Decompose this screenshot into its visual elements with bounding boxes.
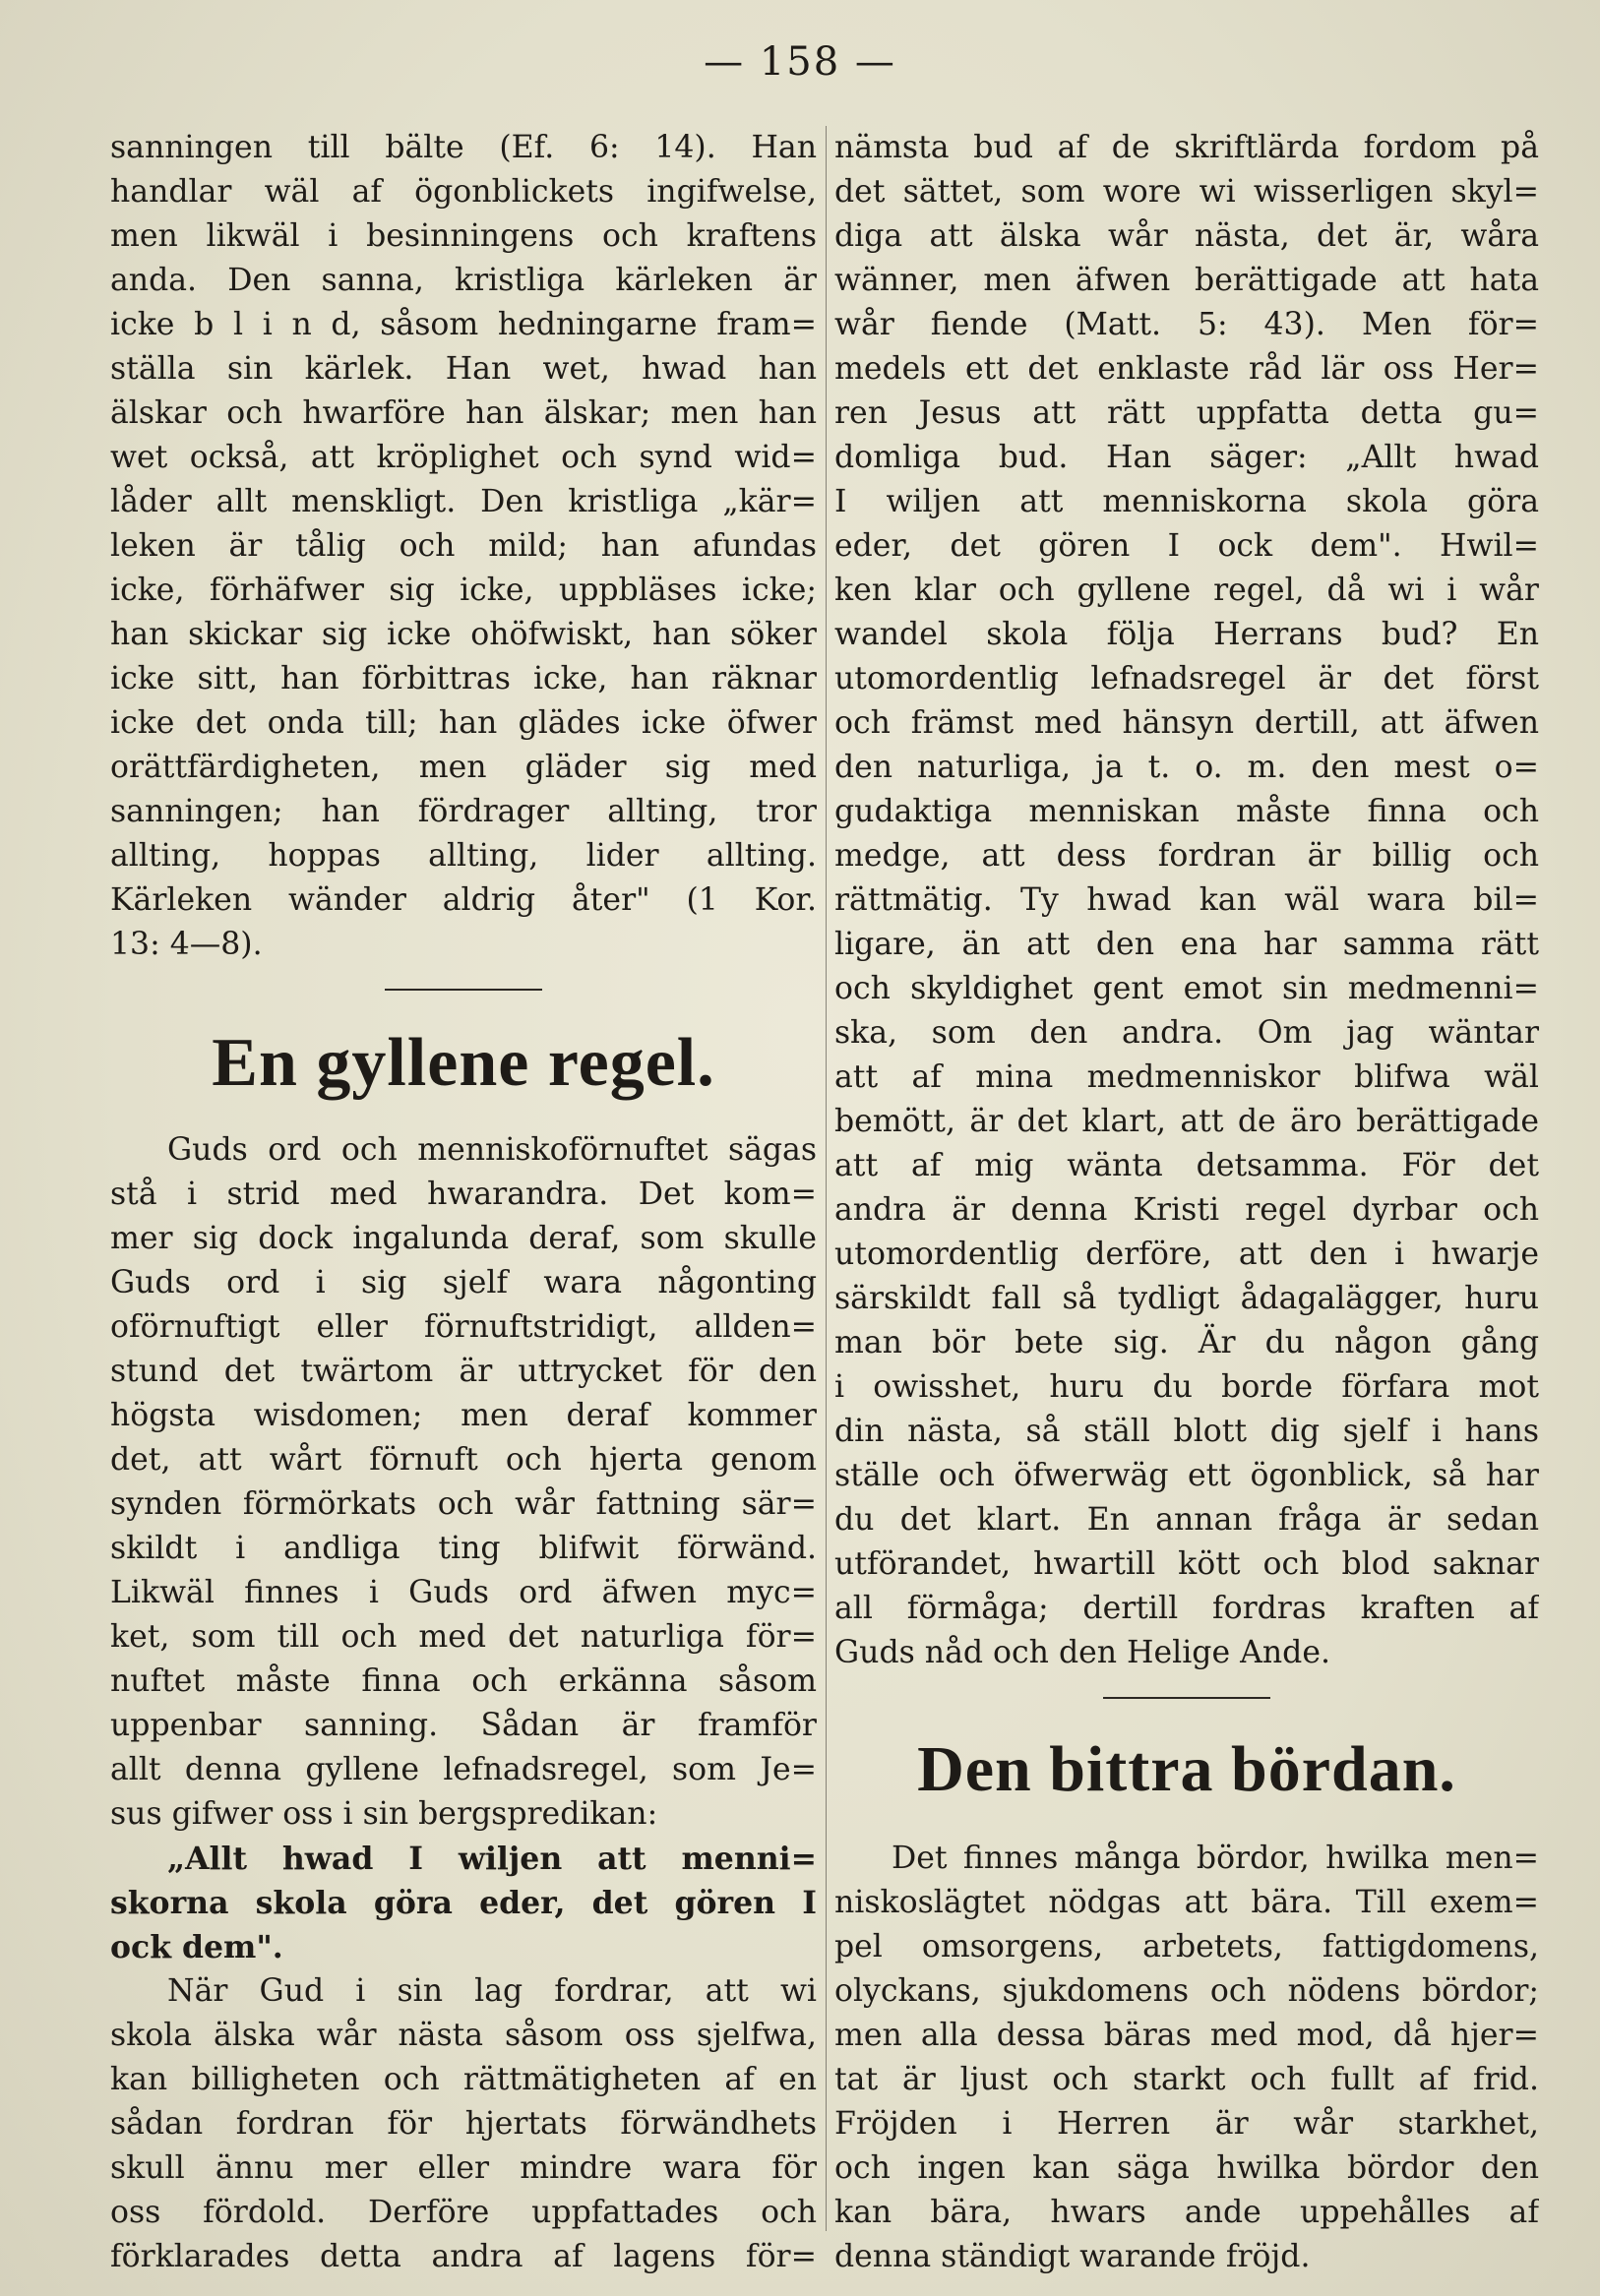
left-paragraph-1 xyxy=(110,126,817,967)
text-line: andra är denna Kristi regel dyrbar och xyxy=(834,1192,1539,1228)
text-line: särskildt fall så tydligt ådagalägger, huru xyxy=(834,1281,1539,1316)
text-line: skola älska wår nästa såsom oss sjelfwa, xyxy=(110,2018,817,2053)
text-line: medge, att dess fordran är billig och xyxy=(834,838,1539,874)
text-line: icke det onda till; han glädes icke öfwer xyxy=(110,705,817,741)
text-line: utförandet, hwartill kött och blod saknar xyxy=(834,1546,1539,1582)
right-paragraph-1 xyxy=(834,126,1539,1675)
text-line: anda. Den sanna, kristliga kärleken är xyxy=(110,263,817,298)
text-line: diga att älska wår nästa, det är, wåra xyxy=(834,218,1539,254)
text-line: Likwäl finnes i Guds ord äfwen myc= xyxy=(110,1575,817,1610)
text-line: det, att wårt förnuft och hjerta genom xyxy=(110,1442,817,1478)
section-separator xyxy=(1103,1697,1270,1699)
text-line: men alla dessa bäras med mod, då hjer= xyxy=(834,2018,1539,2053)
text-line: Fröjden i Herren är wår starkhet, xyxy=(834,2106,1539,2142)
left-column xyxy=(110,126,817,2279)
text-line: ska, som den andra. Om jag wäntar xyxy=(834,1015,1539,1051)
text-line: sanningen till bälte (Ef. 6: 14). Han xyxy=(110,130,817,165)
text-line: ställa sin kärlek. Han wet, hwad han xyxy=(110,351,817,387)
text-line: förklarades detta andra af lagens för= xyxy=(110,2239,817,2274)
text-line: ställe och öfwerwäg ett ögonblick, så har xyxy=(834,1458,1539,1493)
text-line: du det klart. En annan fråga är sedan xyxy=(834,1502,1539,1538)
heading-en-gyllene-regel: En gyllene regel. xyxy=(212,1025,715,1101)
text-line: älskar och hwarföre han älskar; men han xyxy=(110,395,817,431)
text-line: wår fiende (Matt. 5: 43). Men för= xyxy=(834,307,1539,342)
text-line: din nästa, så ställ blott dig sjelf i hans xyxy=(834,1414,1539,1449)
section-separator xyxy=(385,989,542,991)
text-line: stå i strid med hwarandra. Det kom= xyxy=(110,1177,817,1212)
text-line: kan bära, hwars ande uppehålles af xyxy=(834,2195,1539,2230)
text-line: det sättet, som wore wi wisserligen skyl= xyxy=(834,174,1539,210)
text-line: den naturliga, ja t. o. m. den mest o= xyxy=(834,750,1539,785)
text-line: tat är ljust och starkt och fullt af frid. xyxy=(834,2062,1539,2097)
text-line: eder, det gören I ock dem". Hwil= xyxy=(834,528,1539,564)
text-line: När Gud i sin lag fordrar, att wi xyxy=(167,1973,817,2009)
text-line: gudaktiga menniskan måste finna och xyxy=(834,794,1539,829)
text-line: wet också, att kröplighet och synd wid= xyxy=(110,440,817,475)
text-line: Det finnes många bördor, hwilka men= xyxy=(892,1841,1539,1876)
text-line: leken är tålig och mild; han afundas xyxy=(110,528,817,564)
text-line: högsta wisdomen; men deraf kommer xyxy=(110,1398,817,1433)
text-line: och skyldighet gent emot sin medmenni= xyxy=(834,971,1539,1006)
text-line: niskoslägtet nödgas att bära. Till exem= xyxy=(834,1885,1539,1920)
text-line: skorna skola göra eder, det gören I xyxy=(110,1885,817,1921)
text-line: man bör bete sig. Är du någon gång xyxy=(834,1325,1539,1360)
column-divider xyxy=(826,126,827,2231)
text-line: ligare, än att den ena har samma rätt xyxy=(834,927,1539,962)
text-line: pel omsorgens, arbetets, fattigdomens, xyxy=(834,1929,1539,1964)
text-line: olyckans, sjukdomens och nödens bördor; xyxy=(834,1973,1539,2009)
scripture-quote xyxy=(110,1837,817,1969)
text-line: sådan fordran för hjertats förwändhets xyxy=(110,2106,817,2142)
text-line: kan billigheten och rättmätigheten af en xyxy=(110,2062,817,2097)
text-line: oförnuftigt eller förnuftstridigt, allden= xyxy=(110,1309,817,1345)
text-line: att af mig wänta detsamma. För det xyxy=(834,1148,1539,1183)
text-line: han skickar sig icke ohöfwiskt, han söker xyxy=(110,617,817,652)
text-line: „Allt hwad I wiljen att menni= xyxy=(167,1841,817,1877)
text-line: utomordentlig derföre, att den i hwarje xyxy=(834,1237,1539,1272)
text-line: uppenbar sanning. Sådan är framför xyxy=(110,1708,817,1743)
text-line: 13: 4—8). xyxy=(110,927,263,962)
text-line: icke sitt, han förbittras icke, han räknar xyxy=(110,661,817,696)
text-line: Kärleken wänder aldrig åter" (1 Kor. xyxy=(110,882,817,918)
text-line: ock dem". xyxy=(110,1929,283,1965)
text-line: allting, hoppas allting, lider allting. xyxy=(110,838,817,874)
text-line: icke, förhäfwer sig icke, uppbläses icke; xyxy=(110,573,817,608)
right-column xyxy=(834,126,1539,2279)
text-line: ren Jesus att rätt uppfatta detta gu= xyxy=(834,395,1539,431)
left-paragraph-3 xyxy=(110,1969,817,2279)
text-line: skildt i andliga ting blifwit förwänd. xyxy=(110,1531,817,1566)
page-number: — 158 — xyxy=(704,39,896,85)
text-line: synden förmörkats och wår fattning sär= xyxy=(110,1486,817,1522)
text-line: ken klar och gyllene regel, då wi i wår xyxy=(834,573,1539,608)
text-line: all förmåga; dertill fordras kraften af xyxy=(834,1591,1539,1626)
text-line: Guds nåd och den Helige Ande. xyxy=(834,1635,1330,1670)
text-line: bemött, är det klart, att de äro berättigade xyxy=(834,1104,1539,1139)
text-line: skull ännu mer eller mindre wara för xyxy=(110,2150,817,2186)
text-line: mer sig dock ingalunda deraf, som skulle xyxy=(110,1221,817,1256)
text-line: rättmätig. Ty hwad kan wäl wara bil= xyxy=(834,882,1539,918)
text-line: I wiljen att menniskorna skola göra xyxy=(834,484,1539,519)
text-line: sanningen; han fördrager allting, tror xyxy=(110,794,817,829)
text-line: denna ständigt warande fröjd. xyxy=(834,2239,1311,2274)
text-line: domliga bud. Han säger: „Allt hwad xyxy=(834,440,1539,475)
text-line: allt denna gyllene lefnadsregel, som Je= xyxy=(110,1752,817,1787)
text-line: nämsta bud af de skriftlärda fordom på xyxy=(834,130,1539,165)
text-line: ket, som till och med det naturliga för= xyxy=(110,1619,817,1655)
right-paragraph-2 xyxy=(834,1837,1539,2279)
left-paragraph-2 xyxy=(110,1128,817,1837)
text-line: oss fördold. Derföre uppfattades och xyxy=(110,2195,817,2230)
text-line: Guds ord och menniskoförnuftet sägas xyxy=(167,1132,817,1168)
text-line: Guds ord i sig sjelf wara någonting xyxy=(110,1265,817,1300)
text-line: i owisshet, huru du borde förfara mot xyxy=(834,1369,1539,1405)
text-line: wänner, men äfwen berättigade att hata xyxy=(834,263,1539,298)
text-line: och ingen kan säga hwilka bördor den xyxy=(834,2150,1539,2186)
text-line: låder allt menskligt. Den kristliga „kär= xyxy=(110,484,817,519)
text-line: orättfärdigheten, men gläder sig med xyxy=(110,750,817,785)
text-line: att af mina medmenniskor blifwa wäl xyxy=(834,1059,1539,1095)
text-line: och främst med hänsyn dertill, att äfwen xyxy=(834,705,1539,741)
text-line: nuftet måste finna och erkänna såsom xyxy=(110,1663,817,1699)
text-line: men likwäl i besinningens och kraftens xyxy=(110,218,817,254)
text-line: icke b l i n d, såsom hedningarne fram= xyxy=(110,307,817,342)
text-line: handlar wäl af ögonblickets ingifwelse, xyxy=(110,174,817,210)
text-line: utomordentlig lefnadsregel är det först xyxy=(834,661,1539,696)
text-line: sus gifwer oss i sin bergspredikan: xyxy=(110,1796,658,1832)
heading-den-bittra-bordan: Den bittra bördan. xyxy=(917,1733,1456,1805)
text-line: stund det twärtom är uttrycket för den xyxy=(110,1354,817,1389)
text-line: medels ett det enklaste råd lär oss Her= xyxy=(834,351,1539,387)
text-line: wandel skola följa Herrans bud? En xyxy=(834,617,1539,652)
